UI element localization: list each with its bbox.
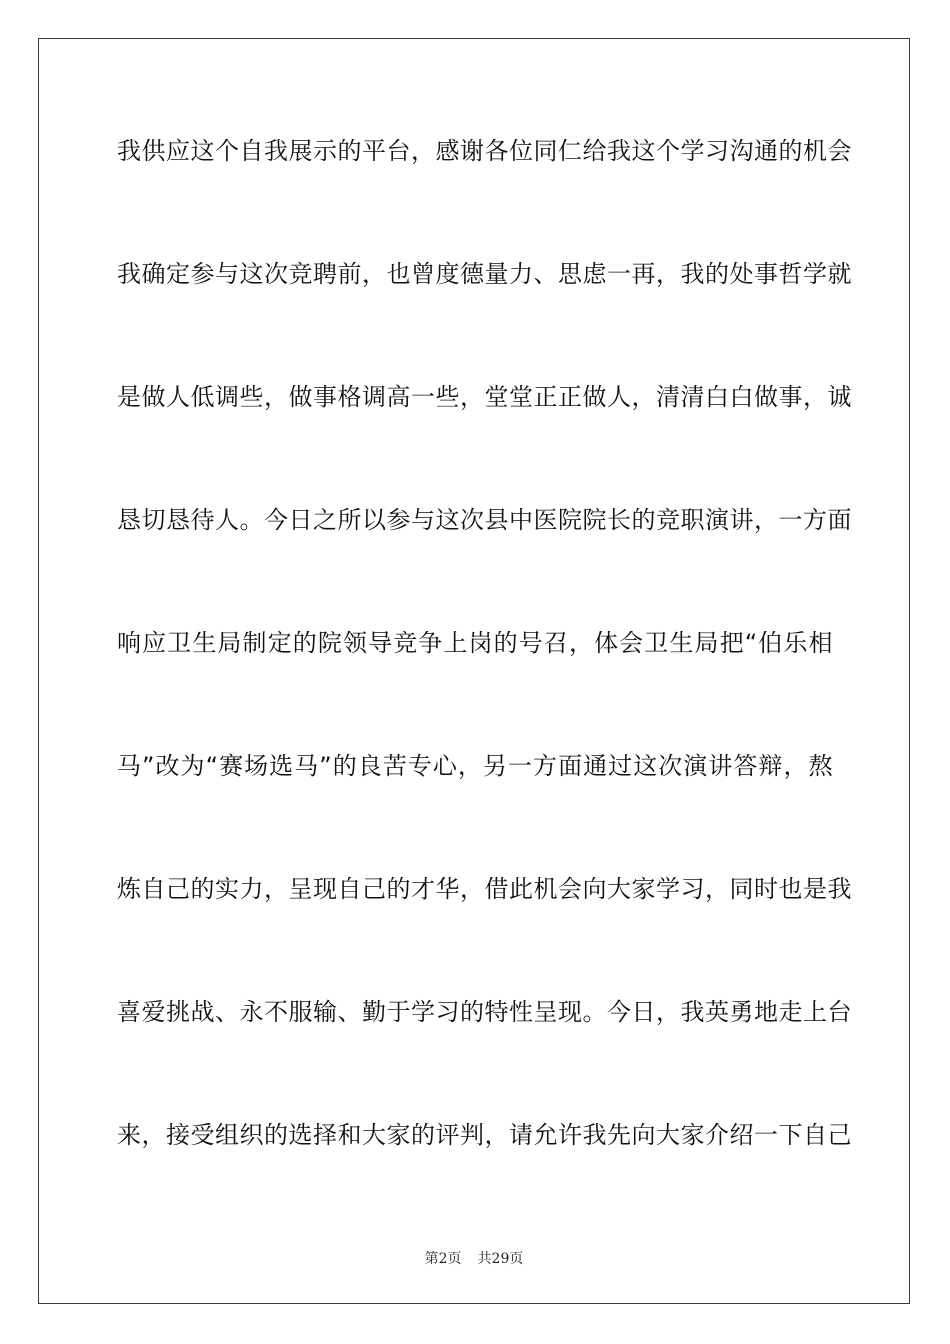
text-line-2: 我确定参与这次竞聘前，也曾度德量力、思虑一再，我的处事哲学就 <box>117 260 852 288</box>
text-line-9: 来，接受组织的选择和大家的评判，请允许我先向大家介绍一下自己 <box>117 1121 852 1149</box>
text-line-8: 喜爱挑战、永不服输、勤于学习的特性呈现。今日，我英勇地走上台 <box>117 998 852 1026</box>
text-line-3: 是做人低调些，做事格调高一些，堂堂正正做人，清清白白做事，诚 <box>117 383 852 411</box>
text-line-4: 恳切恳待人。今日之所以参与这次县中医院院长的竞职演讲，一方面 <box>117 506 852 534</box>
page-frame <box>38 38 910 1304</box>
text-line-7: 炼自己的实力，呈现自己的才华，借此机会向大家学习，同时也是我 <box>117 875 852 903</box>
page-number: 第2页 <box>424 1251 462 1267</box>
document-body <box>39 39 909 1303</box>
text-line-1: 我供应这个自我展示的平台，感谢各位同仁给我这个学习沟通的机会 <box>117 137 852 165</box>
page-footer <box>39 1248 909 1268</box>
page-total: 共29页 <box>477 1251 524 1267</box>
text-line-6: 马”改为“赛场选马”的良苦专心，另一方面通过这次演讲答辩，熬 <box>117 752 833 780</box>
text-line-5: 响应卫生局制定的院领导竞争上岗的号召，体会卫生局把“伯乐相 <box>117 629 833 657</box>
